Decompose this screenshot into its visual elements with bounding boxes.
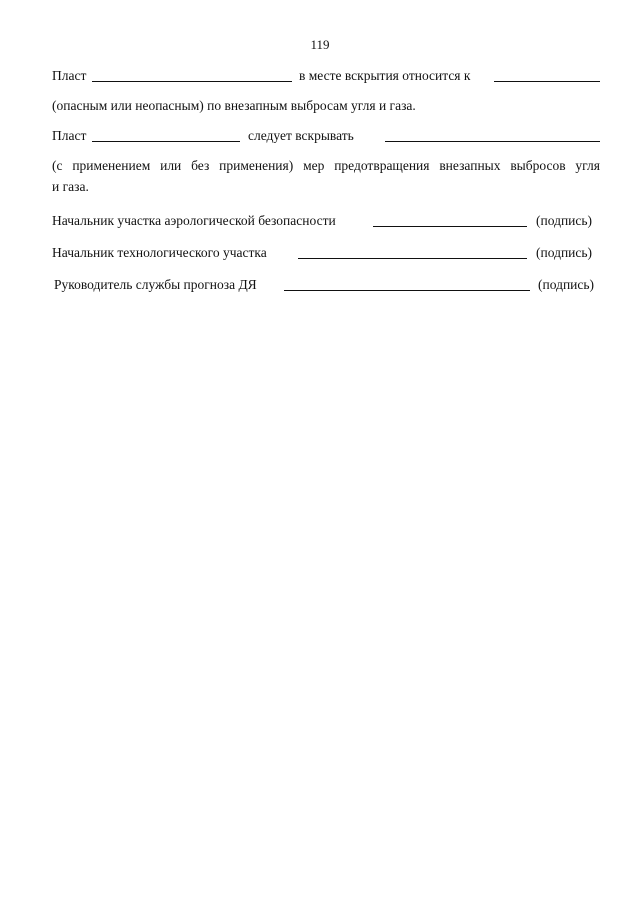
signature-suffix: (подпись): [538, 277, 595, 292]
stratum-name-field-2[interactable]: [92, 141, 240, 142]
signature-field-aerology-head[interactable]: [373, 226, 527, 227]
stratum-name-field[interactable]: [92, 81, 292, 82]
signature-role: Начальник технологического участка: [52, 245, 267, 260]
form-line-opening-method: [52, 127, 600, 145]
signature-line-aerology-head: [52, 212, 600, 230]
label-opening-place: в месте вскрытия относится к: [299, 68, 471, 83]
signature-role: Руководитель службы прогноза ДЯ: [54, 277, 257, 292]
label-should-open: следует вскрывать: [248, 128, 354, 143]
prevention-measures-hint: (с применением или без применения) мер предотвращения внезапных выбросов угля: [52, 158, 600, 173]
opening-method-field[interactable]: [385, 141, 600, 142]
page-number: 119: [310, 37, 330, 52]
signature-field-technology-head[interactable]: [298, 258, 527, 259]
label-plast: Пласт: [52, 128, 87, 143]
label-plast: Пласт: [52, 68, 87, 83]
signature-role: Начальник участка аэрологической безопасности: [52, 213, 336, 228]
prevention-measures-hint-end: и газа.: [52, 179, 89, 194]
hazard-class-hint: (опасным или неопасным) по внезапным выбросам угля и газа.: [52, 98, 416, 113]
hazard-class-field[interactable]: [494, 81, 600, 82]
signature-suffix: (подпись): [536, 213, 593, 228]
signature-suffix: (подпись): [536, 245, 593, 260]
signature-line-technology-head: [52, 244, 600, 262]
form-line-stratum-classification: [52, 67, 600, 85]
signature-line-forecast-head: [54, 276, 602, 294]
signature-field-forecast-head[interactable]: [284, 290, 530, 291]
